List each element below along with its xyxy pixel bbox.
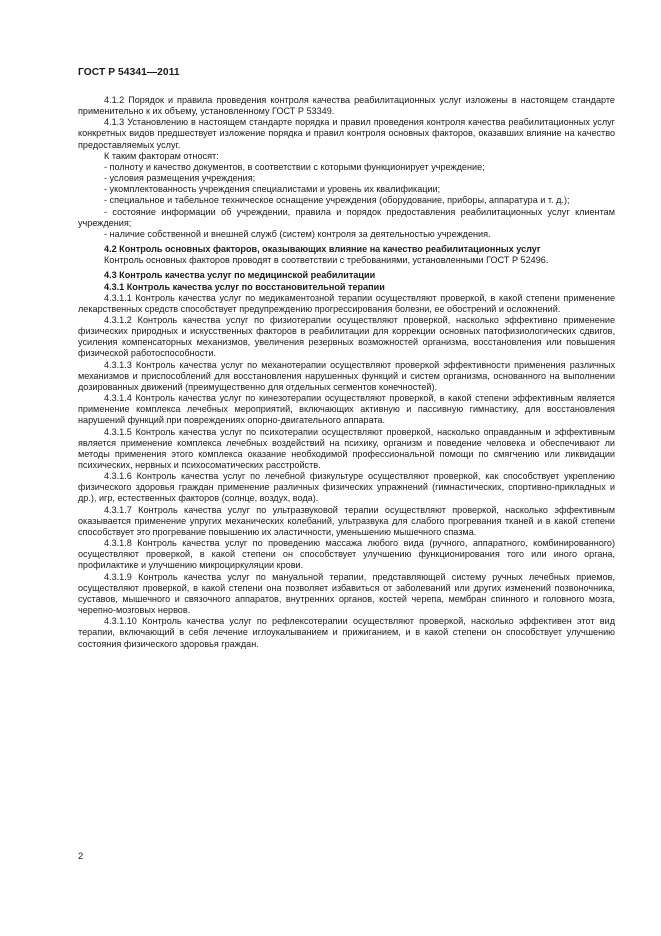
list-item: - состояние информации об учреждении, правила и порядок предоставления реабилитационных услуг клиентам учреждения;	[78, 206, 615, 228]
list-item: - укомплектованность учреждения специалистами и уровень их квалификации;	[104, 184, 441, 195]
paragraph: 4.3.1.5 Контроль качества услуг по психотерапии осуществляют проверкой, насколько оправданным и эффективным является применение комплекса лечебных воздействий на психику, организм и поведение человека и обеспечивают ли методы применения этого комплекса оказание необходимой профессиональной помощи по смягчению или ликвидации психических, нервных и психосоматических расстройств.	[78, 426, 615, 470]
list-item: - специальное и табельное техническое оснащение учреждения (оборудование, приборы, аппаратура и т. д.);	[104, 195, 570, 206]
paragraph: 4.3.1.6 Контроль качества услуг по лечебной физкультуре осуществляют проверкой, как способствует укреплению физического здоровья граждан применение различных физических упражнений (гимнастических, спортивно-прикладных и др.), игр, естественных факторов (солнце, воздух, вода).	[78, 471, 615, 504]
paragraph: 4.3.1.9 Контроль качества услуг по мануальной терапии, представляющей систему ручных лечебных приемов, осуществляют проверкой, в какой степени она позволяет избавиться от заболеваний или других изменений позвоночника, суставов, мышечного и связочного аппаратов, внутренних органов, костей черепа, мембран спинного и головного мозга, черепно-мозговых нервов.	[78, 571, 615, 616]
section-heading: 4.3 Контроль качества услуг по медицинской реабилитации	[104, 270, 376, 281]
paragraph: 4.3.1.3 Контроль качества услуг по механотерапии осуществляют проверкой эффективности применения различных механизмов и приспособлений для восстановления нарушенных функций и систем организма, основанного на выполнении дозированных движений (преимущественно для отдельных сегментов конечностей).	[78, 359, 615, 392]
paragraph: 4.1.3 Установлению в настоящем стандарте порядка и правил проведения контроля качества реабилитационных услуг конкретных видов предшествует изложение порядка и правил контроля основных факторов, оказавших влияние на качество предоставляемых услуг.	[78, 117, 615, 150]
section-heading: 4.2 Контроль основных факторов, оказывающих влияние на качество реабилитационных услуг	[104, 244, 541, 255]
paragraph: 4.1.2 Порядок и правила проведения контроля качества реабилитационных услуг изложены в настоящем стандарте применительно к их объему, установленному ГОСТ Р 53349.	[78, 95, 615, 117]
list-item: - условия размещения учреждения;	[104, 173, 256, 184]
document-body	[78, 95, 615, 650]
paragraph: 4.3.1.7 Контроль качества услуг по ультразвуковой терапии осуществляют проверкой, насколько эффективным оказывается применение упругих механических колебаний, ультразвука для слабого прогревания тканей и в какой степени способствует это прогревание повышению их эластичности, уменьшению мышечного спазма.	[78, 504, 615, 537]
paragraph: К таким факторам относят:	[104, 150, 219, 161]
page-number: 2	[78, 851, 84, 862]
paragraph: 4.3.1.10 Контроль качества услуг по рефлексотерапии осуществляют проверкой, насколько эффективен этот вид терапии, включающий в себя лечение иглоукалыванием и прижиганием, и в какой степени он способствует улучшению состояния физического здоровья граждан.	[78, 616, 615, 649]
list-item: - наличие собственной и внешней служб (систем) контроля за деятельностью учреждения.	[104, 228, 491, 239]
paragraph: Контроль основных факторов проводят в соответствии с требованиями, установленными ГОСТ Р 52496.	[104, 255, 549, 266]
paragraph: 4.3.1.8 Контроль качества услуг по проведению массажа любого вида (ручного, аппаратного, комбинированного) осуществляют проверкой, в какой степени он способствует улучшению функционирования того или иного органа, профилактике и улучшению микроциркуляции крови.	[78, 538, 615, 571]
paragraph: 4.3.1.1 Контроль качества услуг по медикаментозной терапии осуществляют проверкой, в какой степени применение лекарственных средств способствует предупреждению прогрессирования болезни, ее обострений и осложнений.	[78, 292, 615, 314]
list-item: - полноту и качество документов, в соответствии с которыми функционирует учреждение;	[104, 161, 485, 172]
paragraph: 4.3.1.2 Контроль качества услуг по физиотерапии осуществляют проверкой, насколько эффективно применение физических природных и искусственных факторов в реабилитации для коррекции основных патофизиологических сдвигов, усиления компенсаторных механизмов, увеличения резервных возможностей организма, восстановления или повышения физической работоспособности.	[78, 314, 615, 359]
page-header-standard-code: ГОСТ Р 54341—2011	[78, 67, 180, 78]
subsection-heading: 4.3.1 Контроль качества услуг по восстановительной терапии	[104, 281, 385, 292]
paragraph: 4.3.1.4 Контроль качества услуг по кинезотерапии осуществляют проверкой, в какой степени эффективным является применение комплекса лечебных мероприятий, включающих активную и пассивную гимнастику, для восстановления нарушений функций при повреждениях опорно-двигательного аппарата.	[78, 393, 615, 426]
